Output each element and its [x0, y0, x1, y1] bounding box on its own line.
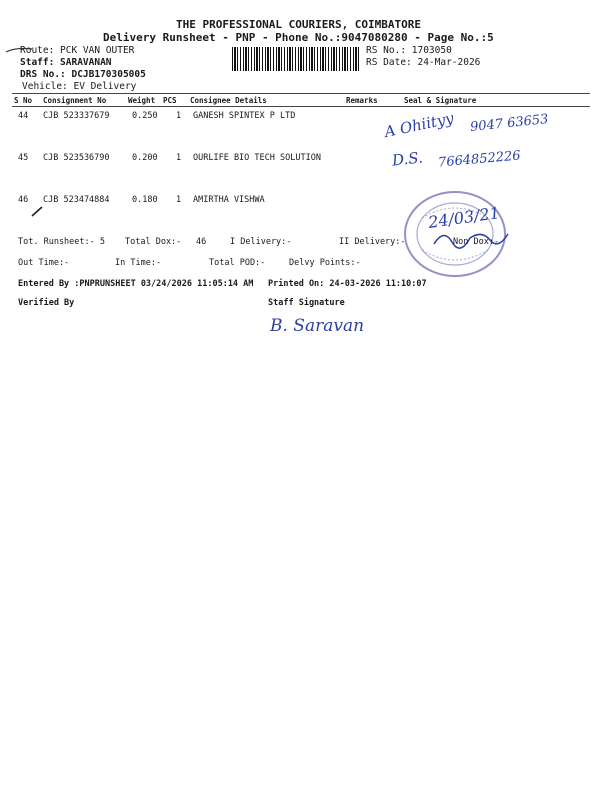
rs-date: RS Date: 24-Mar-2026	[366, 57, 481, 68]
runsheet-title: Delivery Runsheet - PNP - Phone No.:9047080280 - Page No.:5	[103, 31, 494, 44]
total-dox-label: Total Dox:-	[125, 237, 182, 247]
row-consignment: CJB 523337679	[43, 111, 110, 121]
barcode	[232, 47, 360, 71]
col-consignee: Consignee Details	[190, 96, 267, 105]
row-consignment: CJB 523474884	[43, 195, 110, 205]
col-weight: Weight	[128, 96, 156, 105]
recipient-phone-2: 7664852226	[437, 148, 522, 171]
total-pod: Total POD:-	[209, 258, 266, 268]
recipient-phone-1: 9047 63653	[469, 111, 550, 136]
row-consignment: CJB 523536790	[43, 153, 110, 163]
printed-on: Printed On: 24-03-2026 11:10:07	[268, 279, 427, 289]
row-consignee: GANESH SPINTEX P LTD	[193, 111, 296, 121]
row-pcs: 1	[176, 195, 182, 205]
recipient-signature-2: D.S.	[391, 148, 424, 170]
row-consignee: OURLIFE BIO TECH SOLUTION	[193, 153, 321, 163]
recipient-signature-1: A Ohiityy	[382, 108, 456, 142]
drs-number: DRS No.: DCJB170305005	[20, 69, 146, 80]
vehicle-label: Vehicle: EV Delivery	[22, 81, 137, 92]
tot-runsheet: Tot. Runsheet:- 5	[18, 237, 105, 247]
staff-signature-label: Staff Signature	[268, 298, 345, 308]
row-pcs: 1	[176, 153, 182, 163]
verified-by: Verified By	[18, 298, 75, 308]
ii-delivery: II Delivery:-	[339, 237, 406, 247]
col-sno: S No	[14, 96, 33, 105]
row-weight: 0.180	[132, 195, 158, 205]
row-weight: 0.250	[132, 111, 158, 121]
stamp-date: 24/03/21	[427, 203, 501, 232]
delvy-points: Delvy Points:-	[289, 258, 361, 268]
row-sno: 45	[18, 153, 29, 163]
non-dox: Non Dox:-	[453, 237, 500, 247]
col-seal: Seal & Signature	[404, 96, 477, 105]
row-pcs: 1	[176, 111, 182, 121]
col-pcs: PCS	[163, 96, 177, 105]
out-time: Out Time:-	[18, 258, 70, 268]
pen-mark-icon	[4, 44, 34, 56]
row-consignee: AMIRTHA VISHWA	[193, 195, 265, 205]
company-title: THE PROFESSIONAL COURIERS, COIMBATORE	[176, 18, 422, 31]
total-dox-value: 46	[196, 237, 207, 247]
row-weight: 0.200	[132, 153, 158, 163]
row-sno: 44	[18, 111, 29, 121]
route-label: Route: PCK VAN OUTER	[20, 45, 135, 56]
col-consignment: Consignment No	[43, 96, 107, 105]
in-time: In Time:-	[115, 258, 162, 268]
col-remarks: Remarks	[346, 96, 378, 105]
staff-signature: B. Saravan	[270, 316, 365, 336]
staff-label: Staff: SARAVANAN	[20, 57, 112, 68]
row-sno: 46	[18, 195, 29, 205]
i-delivery: I Delivery:-	[230, 237, 292, 247]
rs-number: RS No.: 1703050	[366, 45, 452, 56]
tick-mark-icon	[30, 204, 46, 218]
entered-by: Entered By :PNPRUNSHEET 03/24/2026 11:05:14 AM	[18, 279, 254, 289]
